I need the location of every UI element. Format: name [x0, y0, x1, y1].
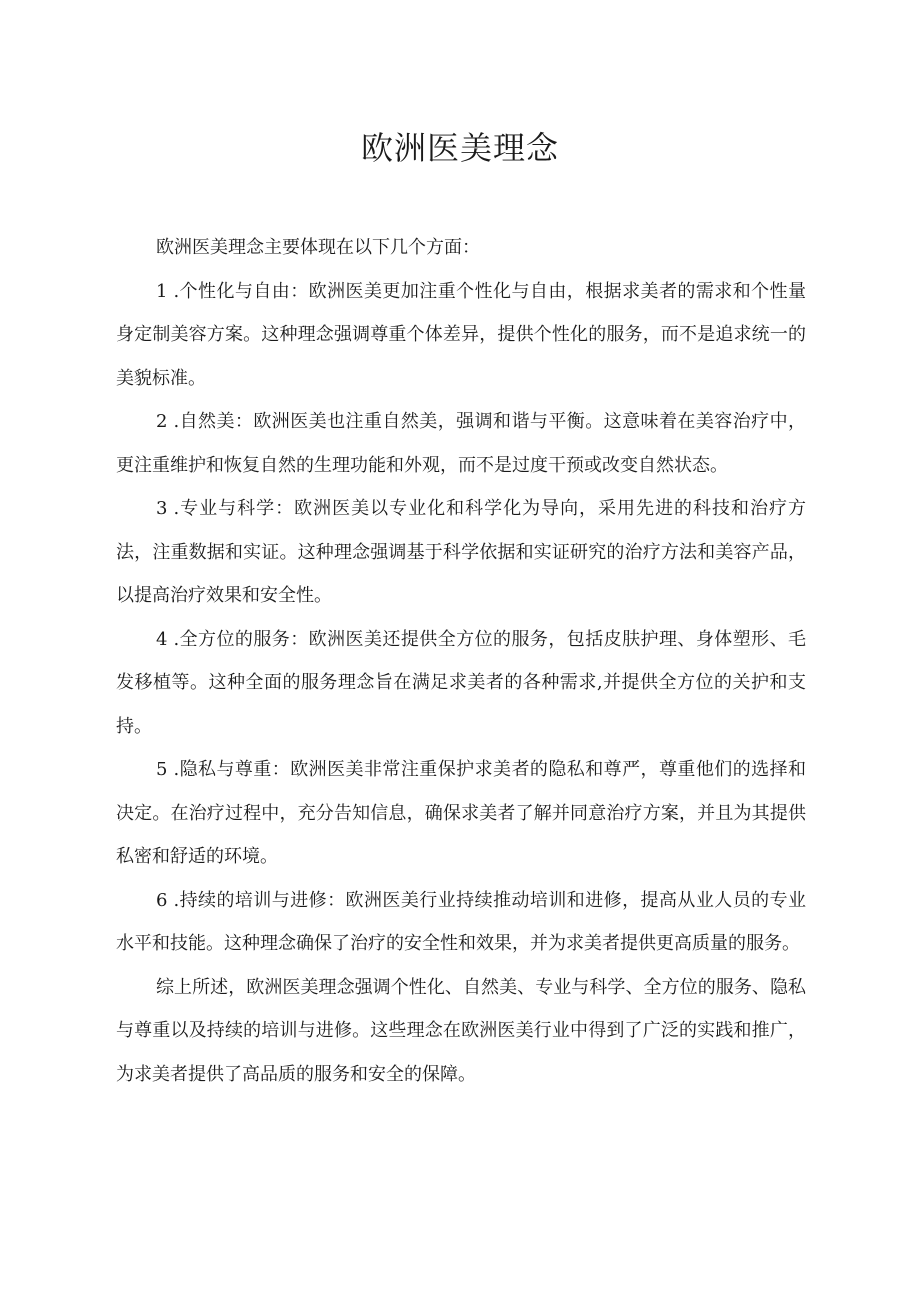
intro-paragraph: 欧洲医美理念主要体现在以下几个方面： [156, 237, 480, 258]
list-item [116, 400, 806, 487]
item-text: .隐私与尊重：欧洲医美非常注重保护求美者的隐私和尊严，尊重他们的选择和决定。在治疗过程中，充分告知信息，确保求美者了解并同意治疗方案，并且为其提供私密和舒适的环境。 [116, 759, 806, 867]
item-number: 3 [156, 498, 168, 519]
item-number: 6 [156, 889, 168, 911]
list-item [116, 879, 806, 966]
list-item [116, 270, 806, 401]
document-body [116, 226, 806, 1096]
item-text: .自然美：欧洲医美也注重自然美，强调和谐与平衡。这意味着在美容治疗中，更注重维护和恢复自然的生理功能和外观，而不是过度干预或改变自然状态。 [116, 411, 806, 476]
item-number: 1 [156, 280, 168, 302]
list-item [116, 618, 806, 749]
item-number: 5 [156, 759, 168, 780]
conclusion-paragraph: 综上所述，欧洲医美理念强调个性化、自然美、专业与科学、全方位的服务、隐私与尊重以及持续的培训与进修。这些理念在欧洲医美行业中得到了广泛的实践和推广，为求美者提供了高品质的服务和安全的保障。 [116, 976, 806, 1085]
list-item [116, 487, 806, 618]
document-title: 欧洲医美理念 [360, 129, 559, 167]
item-text: .持续的培训与进修：欧洲医美行业持续推动培训和进修，提高从业人员的专业水平和技能。这种理念确保了治疗的安全性和效果，并为求美者提供更高质量的服务。 [116, 889, 806, 954]
item-text: .专业与科学：欧洲医美以专业化和科学化为导向，采用先进的科技和治疗方法，注重数据和实证。这种理念强调基于科学依据和实证研究的治疗方法和美容产品，以提高治疗效果和安全性。 [116, 498, 806, 606]
list-item [116, 748, 806, 879]
item-number: 4 [156, 628, 168, 650]
item-number: 2 [156, 411, 168, 432]
item-text: .全方位的服务：欧洲医美还提供全方位的服务，包括皮肤护理、身体塑形、毛发移植等。这种全面的服务理念旨在满足求美者的各种需求,并提供全方位的关护和支持。 [116, 628, 806, 737]
item-text: .个性化与自由：欧洲医美更加注重个性化与自由，根据求美者的需求和个性量身定制美容方案。这种理念强调尊重个体差异，提供个性化的服务，而不是追求统一的美貌标准。 [116, 280, 806, 389]
